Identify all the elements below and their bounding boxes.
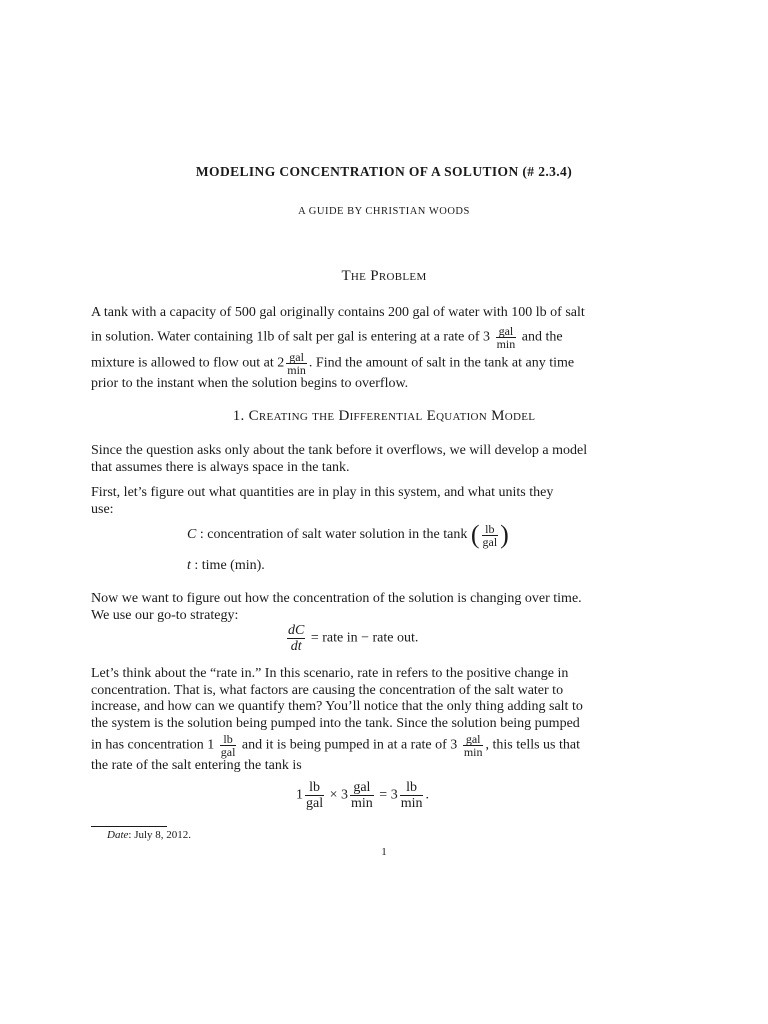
footnote-rule	[91, 826, 167, 827]
inflow-rate-fraction: $\frac{\text{gal}}{\min}$	[463, 732, 483, 759]
section-1-paragraph-3: Now we want to figure out how the concentration of the solution is changing over time. We use our go-to strategy:	[91, 591, 582, 623]
problem-line-4: prior to the instant when the solution begins to overflow.	[91, 375, 409, 391]
section-1-paragraph-2: First, let’s figure out what quantities are in play in this system, and what units they use:	[91, 485, 554, 517]
problem-line-3: mixture is allowed to flow out at 2 $\frac{\text{gal}}{\min}$ . Find the amount of salt in the tank at any time	[91, 349, 575, 377]
problem-line-2: in solution. Water containing 1lb of salt per gal is entering at a rate of 3 $\frac{\text{gal}}{\min}$ and the	[91, 323, 563, 351]
problem-paragraph	[91, 305, 631, 392]
definition-concentration: C : concentration of salt water solution in the tank ( $\frac{lb}{\text{gal}}$ )	[187, 520, 509, 549]
section-1-heading: 1. Creating the Differential Equation Model	[232, 408, 536, 424]
inflow-concentration-fraction: $\frac{lb}{\text{gal}}$	[220, 732, 236, 759]
footnote-date: Date: July 8, 2012.	[107, 829, 192, 841]
problem-heading: The Problem	[341, 268, 427, 284]
definition-time: t : time (min).	[187, 558, 265, 573]
dc-dt-fraction: $\frac{dC}{dt}$	[288, 623, 305, 654]
section-1-paragraph-4: Let’s think about the “rate in.” In this scenario, rate in refers to the positive change in concentration. That is, what factors are causing the concentration of the salt water to increase, and how can we quantify them? You’ll notice that the only thing adding salt to the system is the solution being pumped into the tank. Since the solution being pumped in has concentration 1 $\frac{lb}{\text{gal}}$ and it is being pumped in at a rate of 3 $\frac{\text{gal}}{\min}$ , this tells us that the rate of the salt entering the tank is	[91, 666, 583, 773]
rate-equation: $\frac{dC}{dt}$ = rate in − rate out.	[288, 623, 419, 654]
problem-line-1: A tank with a capacity of 500 gal originally contains 200 gal of water with 100 lb of salt	[91, 305, 585, 320]
document-title: MODELING CONCENTRATION OF A SOLUTION (# 2.3.4)	[195, 164, 573, 179]
section-1-paragraph-1: Since the question asks only about the tank before it overflows, we will develop a model that assumes there is always space in the tank.	[91, 443, 588, 475]
page-number: 1	[381, 846, 387, 858]
concentration-unit-fraction: $\frac{lb}{\text{gal}}$	[482, 521, 498, 549]
rate-out-unit-fraction: $\frac{\text{gal}}{\min}$	[287, 349, 306, 377]
document-author: A GUIDE BY CHRISTIAN WOODS	[298, 206, 470, 217]
rate-in-unit-fraction: $\frac{\text{gal}}{\min}$	[496, 323, 516, 351]
salt-inflow-equation: 1 $\frac{lb}{\text{gal}}$ × 3 $\frac{\text{gal}}{\min}$ = 3 $\frac{lb}{\min}$ .	[296, 780, 429, 811]
